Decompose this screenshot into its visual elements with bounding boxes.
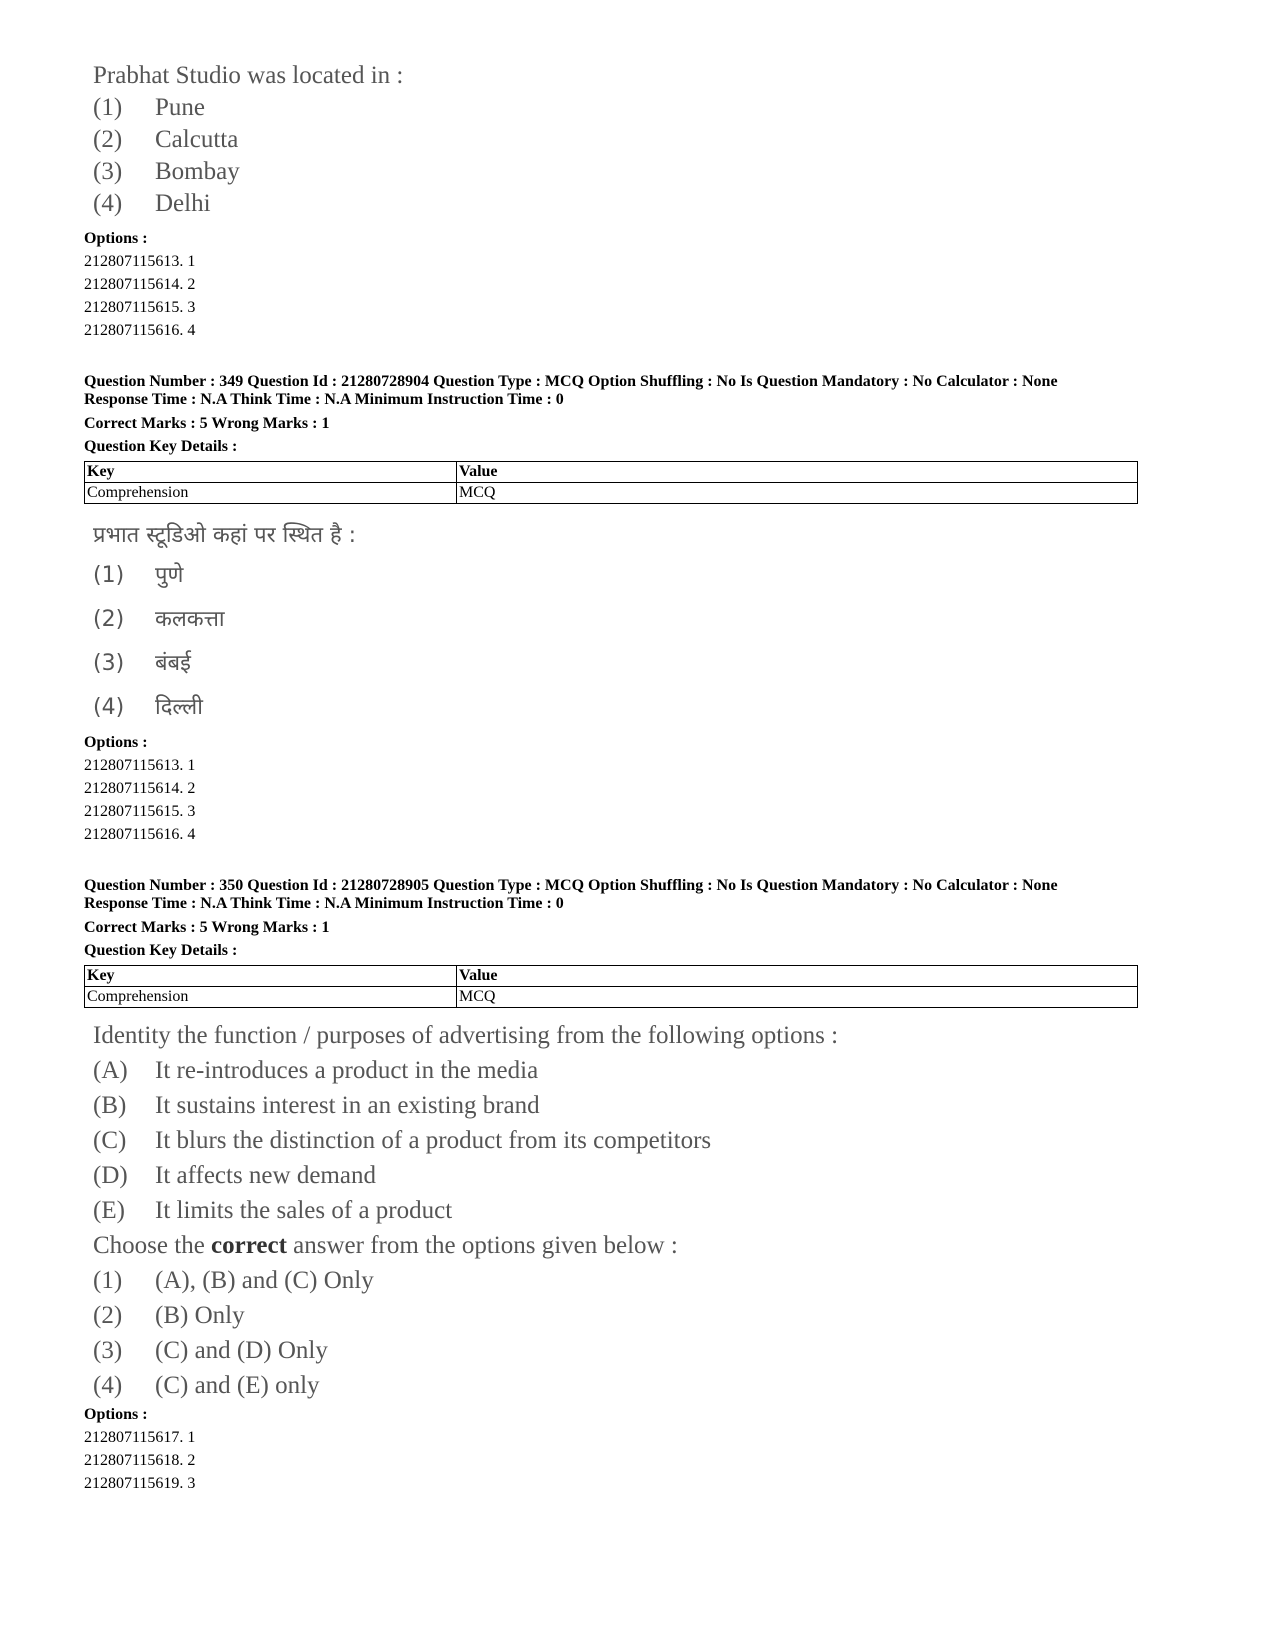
answer-option: (2) कलकत्ता xyxy=(93,607,225,632)
option-id: 212807115618. 2 xyxy=(84,1452,196,1469)
table-header-key: Key xyxy=(85,462,457,483)
options-list xyxy=(84,731,195,846)
answer-option: (3) Bombay xyxy=(93,158,240,185)
question-stem: प्रभात स्टूडिओ कहां पर स्थित है : xyxy=(93,523,357,548)
option-id: 212807115615. 3 xyxy=(84,803,196,820)
table-header-key: Key xyxy=(85,966,457,987)
statement-item: (C) It blurs the distinction of a product from its competitors xyxy=(93,1127,712,1154)
statement-item: (E) It limits the sales of a product xyxy=(93,1197,453,1224)
question-349-meta xyxy=(84,373,1058,458)
answer-option: (2) Calcutta xyxy=(93,126,239,153)
option-id: 212807115617. 1 xyxy=(84,1429,196,1446)
question-key-table xyxy=(84,461,1138,504)
table-header-value: Value xyxy=(457,462,1138,483)
options-label: Options : xyxy=(84,734,148,751)
statement-item: (A) It re-introduces a product in the media xyxy=(93,1057,539,1084)
option-id: 212807115616. 4 xyxy=(84,826,196,843)
statement-item: (B) It sustains interest in an existing brand xyxy=(93,1092,540,1119)
option-id: 212807115615. 3 xyxy=(84,299,196,316)
statement-item: (D) It affects new demand xyxy=(93,1162,376,1189)
question-meta-line: Question Number : 350 Question Id : 21280728905 Question Type : MCQ Option Shuffling : No Is Question Mandatory : No Calculator : None xyxy=(84,877,1058,894)
table-cell-key: Comprehension xyxy=(85,483,457,504)
option-id: 212807115613. 1 xyxy=(84,253,196,270)
answer-option: (4) (C) and (E) only xyxy=(93,1372,320,1399)
option-id: 212807115619. 3 xyxy=(84,1475,196,1492)
question-meta-line: Response Time : N.A Think Time : N.A Minimum Instruction Time : 0 xyxy=(84,391,564,408)
answer-option: (1) पुणे xyxy=(93,563,184,588)
option-id: 212807115613. 1 xyxy=(84,757,196,774)
question-image-prabhat-english xyxy=(93,60,403,220)
answer-option: (1) (A), (B) and (C) Only xyxy=(93,1267,374,1294)
option-id: 212807115614. 2 xyxy=(84,276,196,293)
key-details-label: Question Key Details : xyxy=(84,438,238,455)
marks-line: Correct Marks : 5 Wrong Marks : 1 xyxy=(84,415,330,432)
question-meta-line: Response Time : N.A Think Time : N.A Minimum Instruction Time : 0 xyxy=(84,895,564,912)
table-cell-key: Comprehension xyxy=(85,987,457,1008)
answer-option: (3) (C) and (D) Only xyxy=(93,1337,328,1364)
question-stem: Prabhat Studio was located in : xyxy=(93,62,404,89)
table-header-value: Value xyxy=(457,966,1138,987)
question-meta-line: Question Number : 349 Question Id : 21280728904 Question Type : MCQ Option Shuffling : No Is Question Mandatory : No Calculator : None xyxy=(84,373,1058,390)
answer-option: (1) Pune xyxy=(93,94,205,121)
table-cell-value: MCQ xyxy=(457,987,1138,1008)
question-key-table xyxy=(84,965,1138,1008)
answer-option: (3) बंबई xyxy=(93,651,191,676)
option-id: 212807115616. 4 xyxy=(84,322,196,339)
answer-option: (2) (B) Only xyxy=(93,1302,245,1329)
options-list xyxy=(84,1403,195,1495)
options-label: Options : xyxy=(84,230,148,247)
question-stem: Identity the function / purposes of advertising from the following options : xyxy=(93,1022,839,1049)
key-details-label: Question Key Details : xyxy=(84,942,238,959)
options-label: Options : xyxy=(84,1406,148,1423)
marks-line: Correct Marks : 5 Wrong Marks : 1 xyxy=(84,919,330,936)
answer-option: (4) दिल्ली xyxy=(93,695,203,720)
question-image-prabhat-hindi xyxy=(93,518,356,730)
choose-instruction: Choose the correct answer from the options given below : xyxy=(93,1232,678,1259)
options-list xyxy=(84,227,195,342)
question-350-meta xyxy=(84,877,1058,962)
table-cell-value: MCQ xyxy=(457,483,1138,504)
answer-option: (4) Delhi xyxy=(93,190,211,217)
option-id: 212807115614. 2 xyxy=(84,780,196,797)
question-image-advertising xyxy=(93,1018,838,1403)
